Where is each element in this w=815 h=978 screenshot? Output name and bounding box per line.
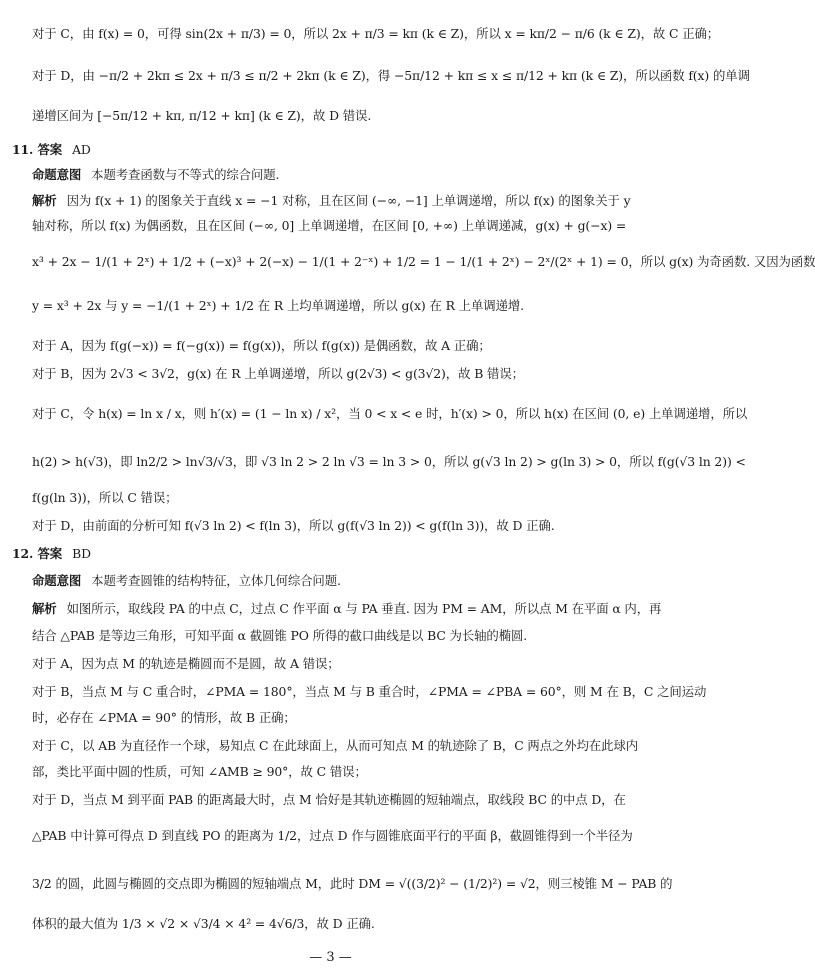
q11-analysis-label: 解析 [32, 193, 57, 208]
q11-option-d: 对于 D，由前面的分析可知 f(√3 ln 2) < f(ln 3)，所以 g(f(√3 ln 2)) < g(f(ln 3))，故 D 正确. [32, 518, 555, 533]
q11-number: 11. 答案 [12, 142, 63, 157]
q12-intent-label: 命题意图 [32, 573, 82, 588]
q12-option-a: 对于 A，因为点 M 的轨迹是椭圆而不是圆，故 A 错误； [32, 656, 340, 671]
q12-option-c-1: 对于 C，以 AB 为直径作一个球，易知点 C 在此球面上，从而可知点 M 的轨迹除了 B，C 两点之外均在此球内 [32, 738, 639, 753]
q11-option-c-2: h(2) > h(√3)，即 ln2/2 > ln√3/√3，即 √3 ln 2 > 2 ln √3 = ln 3 > 0，所以 g(√3 ln 2) > g(ln 3) > 0，所以 f(g(√3 ln 2)) < [32, 454, 746, 469]
q12-analysis-label: 解析 [32, 601, 57, 616]
q12-number: 12. 答案 [12, 546, 63, 561]
q11-analysis-line-1 [32, 193, 643, 209]
q12-option-b-1: 对于 B，当点 M 与 C 重合时，∠PMA = 180°，当点 M 与 B 重合时，∠PMA = ∠PBA = 60°，则 M 在 B，C 之间运动 [32, 684, 707, 699]
q12-option-d-3: 3/2 的圆，此圆与椭圆的交点即为椭圆的短轴端点 M，此时 DM = √((3/2)² − (1/2)²) = √2，则三棱锥 M − PAB 的 [32, 876, 673, 891]
q12-option-d-2: △PAB 中计算可得点 D 到直线 PO 的距离为 1/2，过点 D 作与圆锥底面平行的平面 β，截圆锥得到一个半径为 [32, 828, 633, 843]
q11-answer: AD [72, 142, 91, 157]
q10-line-d2: 递增区间为 [−5π/12 + kπ, π/12 + kπ] (k ∈ Z)，故 D 错误. [32, 108, 372, 123]
q11-option-c-3: f(g(ln 3))，所以 C 错误； [32, 490, 178, 505]
q12-intent [32, 573, 643, 589]
q11-option-a: 对于 A，因为 f(g(−x)) = f(−g(x)) = f(g(x))，所以 f(g(x)) 是偶函数，故 A 正确； [32, 338, 491, 353]
q11-analysis-line-2: 轴对称，所以 f(x) 为偶函数，且在区间 (−∞, 0] 上单调递增，在区间 [0, +∞) 上单调递减，g(x) + g(−x) = [32, 218, 627, 233]
q12-answer: BD [72, 546, 91, 561]
q10-line-d1: 对于 D，由 −π/2 + 2kπ ≤ 2x + π/3 ≤ π/2 + 2kπ (k ∈ Z)，得 −5π/12 + kπ ≤ x ≤ π/12 + kπ (k ∈ Z)，所以函数 f(x) 的单调 [32, 68, 750, 83]
q12-option-b-2: 时，必存在 ∠PMA = 90° 的情形，故 B 正确； [32, 710, 296, 725]
q11-heading [12, 142, 643, 158]
q12-option-c-2: 部，类比平面中圆的性质，可知 ∠AMB ≥ 90°，故 C 错误； [32, 764, 367, 779]
q12-intent-text: 本题考查圆锥的结构特征，立体几何综合问题. [91, 573, 341, 588]
q11-intent-label: 命题意图 [32, 167, 82, 182]
q12-line-text: 如图所示，取线段 PA 的中点 C，过点 C 作平面 α 与 PA 垂直. 因为 PM = AM，所以点 M 在平面 α 内，再 [66, 601, 662, 616]
q11-option-c-1: 对于 C，令 h(x) = ln x / x，则 h′(x) = (1 − ln x) / x²，当 0 < x < e 时，h′(x) > 0，所以 h(x) 在区间 (0, e) 上单调递增，所以 [32, 406, 748, 421]
q12-option-d-4: 体积的最大值为 1/3 × √2 × √3/4 × 4² = 4√6/3，故 D 正确. [32, 916, 375, 931]
q12-analysis-line-2: 结合 △PAB 是等边三角形，可知平面 α 截圆锥 PO 所得的截口曲线是以 BC 为长轴的椭圆. [32, 628, 528, 643]
q11-analysis-line-4: y = x³ + 2x 与 y = −1/(1 + 2ˣ) + 1/2 在 R 上均单调递增，所以 g(x) 在 R 上单调递增. [32, 298, 524, 313]
q11-intent-text: 本题考查函数与不等式的综合问题. [91, 167, 280, 182]
q10-line-c: 对于 C，由 f(x) = 0，可得 sin(2x + π/3) = 0，所以 2x + π/3 = kπ (k ∈ Z)，所以 x = kπ/2 − π/6 (k ∈ Z)，故 C 正确； [32, 26, 720, 41]
page-number: — 3 — [309, 950, 352, 965]
q11-intent [32, 167, 643, 183]
q11-analysis-line-3: x³ + 2x − 1/(1 + 2ˣ) + 1/2 + (−x)³ + 2(−x) − 1/(1 + 2⁻ˣ) + 1/2 = 1 − 1/(1 + 2ˣ) − 2ˣ/(2ˣ + 1) = 0，所以 g(x) 为奇函数. 又因为函数 [32, 254, 815, 269]
q12-heading [12, 546, 643, 562]
q12-analysis-line-1 [32, 601, 662, 617]
q11-option-b: 对于 B，因为 2√3 < 3√2，g(x) 在 R 上单调递增，所以 g(2√3) < g(3√2)，故 B 错误； [32, 366, 524, 381]
q12-option-d-1: 对于 D，当点 M 到平面 PAB 的距离最大时，点 M 恰好是其轨迹椭圆的短轴端点，取线段 BC 的中点 D，在 [32, 792, 626, 807]
q11-line-text: 因为 f(x + 1) 的图象关于直线 x = −1 对称，且在区间 (−∞, −1] 上单调递增，所以 f(x) 的图象关于 y [66, 193, 631, 208]
